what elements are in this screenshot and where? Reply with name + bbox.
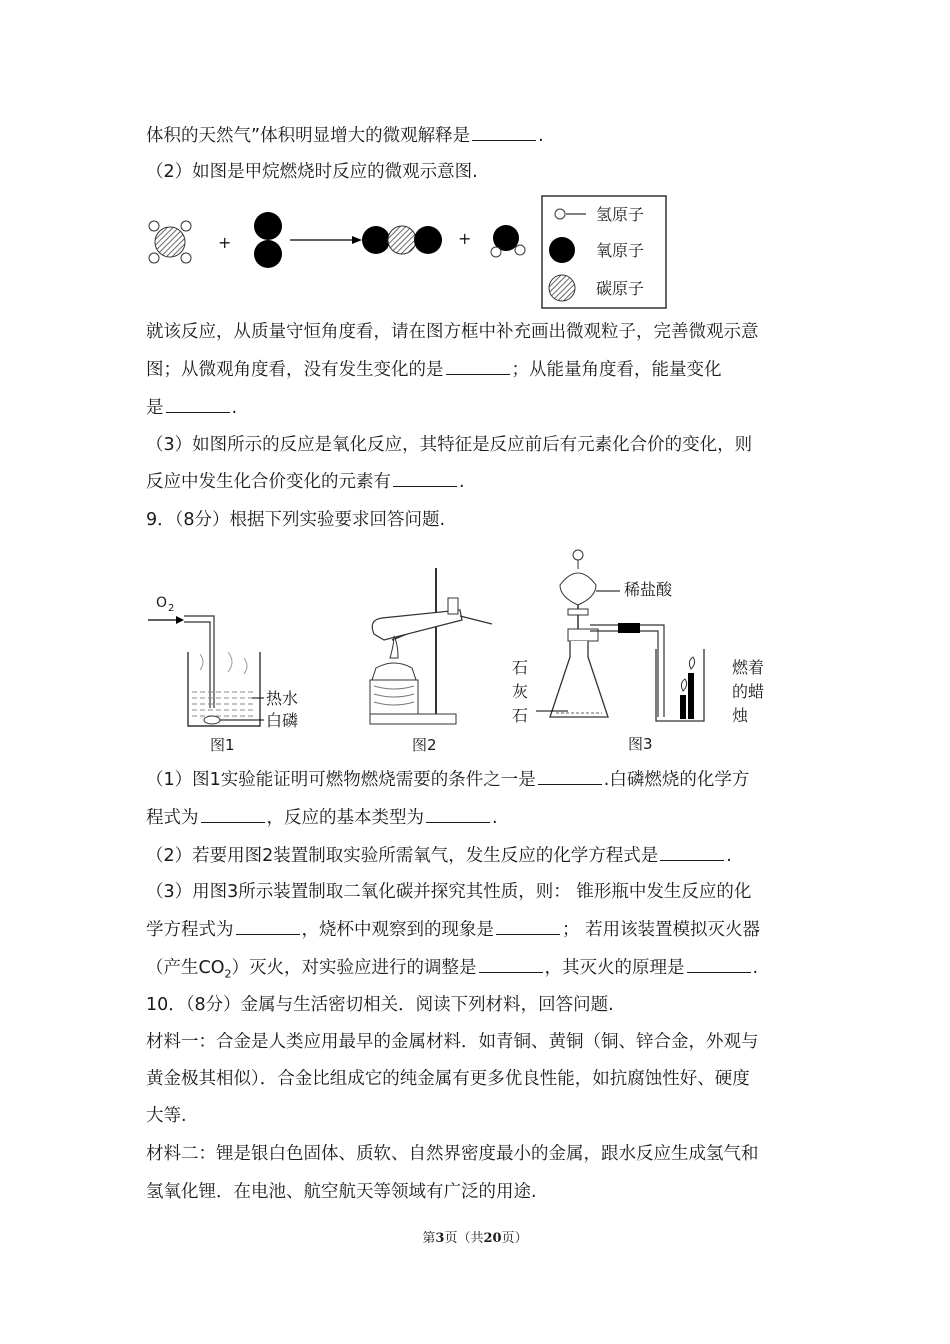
legend-oxygen: 氧原子 xyxy=(596,241,645,260)
q8-part-2-text-c: 是 . xyxy=(146,398,238,418)
burning-candle-label-1: 燃着 xyxy=(732,658,765,677)
q8-part-2: （2）如图是甲烷燃烧时反应的微观示意图. xyxy=(146,162,478,182)
oxygen-subscript: 2 xyxy=(168,603,175,614)
burning-candle-label-2: 的蜡 xyxy=(732,682,765,701)
q10-material-1-a: 材料一：合金是人类应用最早的金属材料．如青铜、黄铜（铜、锌合金，外观与 xyxy=(146,1032,759,1052)
dilute-hydrochloric-acid-label: 稀盐酸 xyxy=(624,580,673,599)
burning-candle-label-3: 烛 xyxy=(732,706,749,725)
answer-blank[interactable] xyxy=(660,845,724,861)
figure-1-beaker xyxy=(140,580,320,760)
q9-sub-3-b: 学方程式为 ，烧杯中观察到的现象是 ； 若用该装置模拟灭火器 xyxy=(146,920,761,940)
reaction-arrow xyxy=(290,236,362,244)
answer-blank[interactable] xyxy=(393,471,457,487)
oxygen-label: O xyxy=(156,595,168,611)
answer-blank[interactable] xyxy=(687,957,751,973)
q10-material-1-b: 黄金极其相似）．合金比组成它的纯金属有更多优良性能，如抗腐蚀性好、硬度 xyxy=(146,1069,750,1089)
page-footer: 第3页（共20页） xyxy=(422,1231,528,1246)
q10-title: 10．（8分）金属与生活密切相关．阅读下列材料，回答问题. xyxy=(146,995,614,1015)
q9-sub-3-c: （产生$CO_2$）灭火，对实验应进行的调整是 ，其灭火的原理是 . xyxy=(146,958,759,981)
legend-hydrogen: 氢原子 xyxy=(596,205,645,224)
q10-material-1-c: 大等. xyxy=(146,1106,187,1126)
answer-blank[interactable] xyxy=(496,919,560,935)
water-molecule xyxy=(491,225,525,257)
q8-part-3-text-a: （3）如图所示的反应是氧化反应，其特征是反应前后有元素化合价的变化，则 xyxy=(146,435,753,455)
q9-title: 9．（8分）根据下列实验要求回答问题. xyxy=(146,510,446,530)
q10-material-2-a: 材料二：锂是银白色固体、质软、自然界密度最小的金属，跟水反应生成氢气和 xyxy=(146,1144,759,1164)
legend-carbon: 碳原子 xyxy=(596,279,645,298)
plus-sign: + xyxy=(218,233,232,252)
limestone-label-3: 石 xyxy=(512,706,529,725)
q8-part-3-text-b: 反应中发生化合价变化的元素有 . xyxy=(146,472,465,492)
figure-2-apparatus xyxy=(360,560,500,760)
white-phosphorus-label: 白磷 xyxy=(266,711,299,730)
figure-3-caption: 图3 xyxy=(628,735,653,753)
figure-2-caption: 图2 xyxy=(412,736,437,754)
page-number: 3 xyxy=(435,1231,445,1246)
figure-3-apparatus xyxy=(508,545,788,760)
oxygen-molecule xyxy=(254,212,282,268)
answer-blank[interactable] xyxy=(236,919,300,935)
carbon-dioxide-molecule xyxy=(362,226,442,254)
answer-blank[interactable] xyxy=(472,125,536,141)
figure-1-caption: 图1 xyxy=(210,736,235,754)
answer-blank[interactable] xyxy=(538,769,602,785)
q8-part-2-text-b: 图；从微观角度看，没有发生变化的是 ；从能量角度看，能量变化 xyxy=(146,360,722,380)
limestone-label-2: 灰 xyxy=(512,682,529,701)
limestone-label-1: 石 xyxy=(512,658,529,677)
plus-sign: + xyxy=(458,229,472,248)
methane-molecule xyxy=(149,221,191,263)
total-pages: 20 xyxy=(483,1231,502,1246)
q9-sub-2: （2）若要用图2装置制取实验所需氧气，发生反应的化学方程式是 . xyxy=(146,846,732,866)
q9-sub-1-a: （1）图1实验能证明可燃物燃烧需要的条件之一是 .白磷燃烧的化学方 xyxy=(146,770,750,790)
answer-blank[interactable] xyxy=(446,359,510,375)
q8-part-2-text-a: 就该反应，从质量守恒角度看，请在图方框中补充画出微观粒子，完善微观示意 xyxy=(146,322,759,342)
q8-line-1: 体积的天然气”体积明显增大的微观解释是 . xyxy=(146,126,544,146)
answer-blank[interactable] xyxy=(166,397,230,413)
answer-blank[interactable] xyxy=(201,807,265,823)
hot-water-label: 热水 xyxy=(266,689,299,708)
answer-blank[interactable] xyxy=(479,957,543,973)
q10-material-2-b: 氢氧化锂．在电池、航空航天等领域有广泛的用途. xyxy=(146,1182,537,1202)
answer-blank[interactable] xyxy=(426,807,490,823)
q9-sub-1-b: 程式为 ，反应的基本类型为 . xyxy=(146,808,498,828)
q9-sub-3-a: （3）用图3所示装置制取二氧化碳并探究其性质，则： 锥形瓶中发生反应的化 xyxy=(146,882,752,902)
legend-box xyxy=(542,196,666,308)
methane-combustion-diagram xyxy=(140,192,680,312)
